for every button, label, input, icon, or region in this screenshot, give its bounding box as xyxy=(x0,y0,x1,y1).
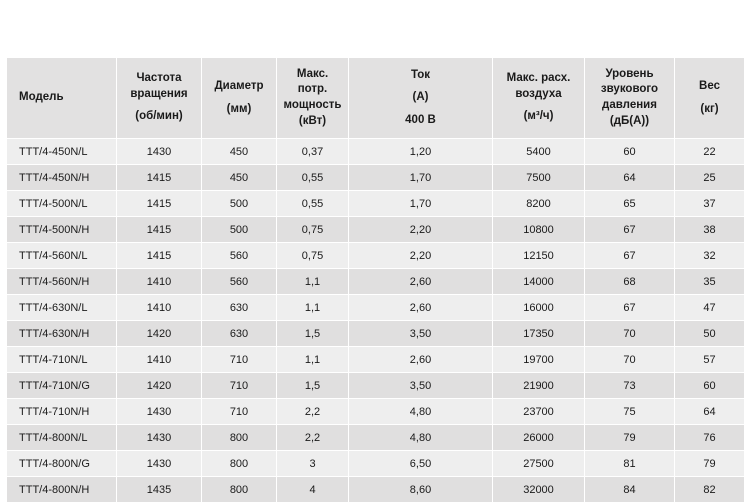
cell-max-power: 1,5 xyxy=(277,373,349,399)
cell-sound-pressure: 79 xyxy=(585,425,675,451)
cell-current: 2,20 xyxy=(349,243,493,269)
cell-model: TTT/4-630N/L xyxy=(7,295,117,321)
cell-model: TTT/4-500N/H xyxy=(7,217,117,243)
cell-diameter: 710 xyxy=(202,347,277,373)
header-line-2: (А) xyxy=(412,91,429,104)
cell-diameter: 800 xyxy=(202,477,277,503)
header-unit: (об/мин) xyxy=(135,110,183,123)
cell-max-power: 3 xyxy=(277,451,349,477)
cell-current: 2,60 xyxy=(349,295,493,321)
table-row xyxy=(7,191,745,217)
cell-max-power: 2,2 xyxy=(277,425,349,451)
cell-max-power: 0,75 xyxy=(277,243,349,269)
cell-model: TTT/4-560N/H xyxy=(7,269,117,295)
cell-weight: 37 xyxy=(675,191,745,217)
cell-rotation-speed: 1430 xyxy=(117,399,202,425)
cell-model: TTT/4-450N/L xyxy=(7,139,117,165)
cell-diameter: 560 xyxy=(202,269,277,295)
table-row xyxy=(7,373,745,399)
cell-rotation-speed: 1410 xyxy=(117,347,202,373)
cell-max-airflow: 19700 xyxy=(493,347,585,373)
cell-max-airflow: 17350 xyxy=(493,321,585,347)
cell-rotation-speed: 1435 xyxy=(117,477,202,503)
cell-current: 1,70 xyxy=(349,165,493,191)
header-line-2: вращения xyxy=(130,87,188,100)
cell-model: TTT/4-800N/L xyxy=(7,425,117,451)
cell-rotation-speed: 1420 xyxy=(117,321,202,347)
column-header-model xyxy=(7,58,117,139)
header-line-1: Вес xyxy=(699,79,720,92)
header-unit: 400 В xyxy=(405,113,436,126)
cell-sound-pressure: 67 xyxy=(585,295,675,321)
table-header-row xyxy=(7,58,745,139)
cell-rotation-speed: 1415 xyxy=(117,243,202,269)
cell-weight: 79 xyxy=(675,451,745,477)
cell-diameter: 450 xyxy=(202,165,277,191)
cell-diameter: 500 xyxy=(202,191,277,217)
cell-max-power: 1,1 xyxy=(277,347,349,373)
cell-weight: 38 xyxy=(675,217,745,243)
cell-weight: 25 xyxy=(675,165,745,191)
cell-weight: 47 xyxy=(675,295,745,321)
table-row xyxy=(7,477,745,503)
cell-max-power: 0,75 xyxy=(277,217,349,243)
column-header-weight xyxy=(675,58,745,139)
cell-max-power: 4 xyxy=(277,477,349,503)
cell-model: TTT/4-800N/H xyxy=(7,477,117,503)
cell-max-airflow: 27500 xyxy=(493,451,585,477)
cell-max-airflow: 8200 xyxy=(493,191,585,217)
cell-rotation-speed: 1410 xyxy=(117,269,202,295)
cell-current: 4,80 xyxy=(349,399,493,425)
column-header-max-airflow xyxy=(493,58,585,139)
column-header-diameter xyxy=(202,58,277,139)
table-row xyxy=(7,295,745,321)
cell-weight: 76 xyxy=(675,425,745,451)
cell-rotation-speed: 1415 xyxy=(117,191,202,217)
cell-max-power: 0,37 xyxy=(277,139,349,165)
cell-diameter: 800 xyxy=(202,425,277,451)
header-spacer xyxy=(205,95,273,102)
cell-current: 8,60 xyxy=(349,477,493,503)
column-header-current xyxy=(349,58,493,139)
header-line-1: Уровень xyxy=(605,67,654,80)
column-header-rotation-speed xyxy=(117,58,202,139)
table-row xyxy=(7,269,745,295)
cell-weight: 35 xyxy=(675,269,745,295)
cell-sound-pressure: 65 xyxy=(585,191,675,217)
header-line-2: потр. мощность xyxy=(283,83,342,111)
cell-model: TTT/4-800N/G xyxy=(7,451,117,477)
cell-rotation-speed: 1415 xyxy=(117,165,202,191)
header-spacer xyxy=(352,106,489,113)
header-unit: (кг) xyxy=(700,102,719,115)
cell-model: TTT/4-560N/L xyxy=(7,243,117,269)
cell-max-power: 0,55 xyxy=(277,165,349,191)
cell-diameter: 800 xyxy=(202,451,277,477)
cell-sound-pressure: 70 xyxy=(585,321,675,347)
column-header-sound-pressure xyxy=(585,58,675,139)
cell-diameter: 710 xyxy=(202,373,277,399)
cell-current: 6,50 xyxy=(349,451,493,477)
cell-current: 2,60 xyxy=(349,347,493,373)
cell-max-airflow: 10800 xyxy=(493,217,585,243)
table-body xyxy=(7,139,745,503)
header-unit: (кВт) xyxy=(298,114,327,127)
header-line-1: Модель xyxy=(19,91,64,104)
cell-rotation-speed: 1430 xyxy=(117,139,202,165)
header-spacer xyxy=(496,102,581,109)
cell-rotation-speed: 1420 xyxy=(117,373,202,399)
cell-current: 4,80 xyxy=(349,425,493,451)
cell-max-power: 1,1 xyxy=(277,295,349,321)
cell-max-power: 1,1 xyxy=(277,269,349,295)
header-line-1: Ток xyxy=(410,68,431,81)
cell-diameter: 710 xyxy=(202,399,277,425)
cell-current: 3,50 xyxy=(349,373,493,399)
header-spacer xyxy=(678,95,741,102)
cell-current: 1,70 xyxy=(349,191,493,217)
table-row xyxy=(7,139,745,165)
cell-max-airflow: 23700 xyxy=(493,399,585,425)
cell-current: 2,60 xyxy=(349,269,493,295)
cell-model: TTT/4-710N/H xyxy=(7,399,117,425)
table-row xyxy=(7,399,745,425)
header-spacer xyxy=(120,102,198,109)
cell-sound-pressure: 81 xyxy=(585,451,675,477)
cell-max-airflow: 14000 xyxy=(493,269,585,295)
cell-current: 3,50 xyxy=(349,321,493,347)
table-header xyxy=(7,58,745,139)
header-unit: (мм) xyxy=(226,102,252,115)
cell-max-airflow: 21900 xyxy=(493,373,585,399)
spec-table-container xyxy=(6,57,744,503)
table-row xyxy=(7,321,745,347)
header-spacer xyxy=(352,83,489,90)
cell-current: 2,20 xyxy=(349,217,493,243)
cell-weight: 64 xyxy=(675,399,745,425)
cell-rotation-speed: 1410 xyxy=(117,295,202,321)
table-row xyxy=(7,165,745,191)
specifications-table xyxy=(6,57,745,503)
cell-sound-pressure: 67 xyxy=(585,243,675,269)
cell-model: TTT/4-450N/H xyxy=(7,165,117,191)
cell-rotation-speed: 1430 xyxy=(117,451,202,477)
cell-weight: 82 xyxy=(675,477,745,503)
cell-rotation-speed: 1415 xyxy=(117,217,202,243)
header-line-1: Макс. xyxy=(296,67,329,80)
header-unit: (дБ(А)) xyxy=(609,114,650,127)
cell-max-airflow: 7500 xyxy=(493,165,585,191)
table-row xyxy=(7,451,745,477)
table-row xyxy=(7,347,745,373)
header-line-1: Частота xyxy=(136,72,182,85)
cell-max-airflow: 5400 xyxy=(493,139,585,165)
cell-max-power: 1,5 xyxy=(277,321,349,347)
table-row xyxy=(7,243,745,269)
cell-diameter: 630 xyxy=(202,321,277,347)
cell-max-airflow: 16000 xyxy=(493,295,585,321)
cell-diameter: 630 xyxy=(202,295,277,321)
cell-weight: 32 xyxy=(675,243,745,269)
header-line-1: Диаметр xyxy=(214,79,264,92)
cell-max-power: 2,2 xyxy=(277,399,349,425)
cell-sound-pressure: 73 xyxy=(585,373,675,399)
cell-model: TTT/4-630N/H xyxy=(7,321,117,347)
cell-sound-pressure: 84 xyxy=(585,477,675,503)
cell-max-airflow: 32000 xyxy=(493,477,585,503)
cell-max-airflow: 26000 xyxy=(493,425,585,451)
cell-model: TTT/4-500N/L xyxy=(7,191,117,217)
cell-sound-pressure: 60 xyxy=(585,139,675,165)
cell-weight: 60 xyxy=(675,373,745,399)
cell-max-power: 0,55 xyxy=(277,191,349,217)
header-line-2: звукового давления xyxy=(600,83,659,111)
table-row xyxy=(7,425,745,451)
cell-model: TTT/4-710N/G xyxy=(7,373,117,399)
cell-sound-pressure: 68 xyxy=(585,269,675,295)
cell-sound-pressure: 70 xyxy=(585,347,675,373)
cell-sound-pressure: 67 xyxy=(585,217,675,243)
header-line-2: воздуха xyxy=(515,87,562,100)
cell-diameter: 500 xyxy=(202,217,277,243)
cell-weight: 57 xyxy=(675,347,745,373)
cell-sound-pressure: 75 xyxy=(585,399,675,425)
table-row xyxy=(7,217,745,243)
cell-weight: 22 xyxy=(675,139,745,165)
cell-rotation-speed: 1430 xyxy=(117,425,202,451)
cell-sound-pressure: 64 xyxy=(585,165,675,191)
cell-weight: 50 xyxy=(675,321,745,347)
cell-diameter: 560 xyxy=(202,243,277,269)
cell-max-airflow: 12150 xyxy=(493,243,585,269)
header-line-1: Макс. расх. xyxy=(506,72,571,85)
column-header-max-power xyxy=(277,58,349,139)
cell-diameter: 450 xyxy=(202,139,277,165)
header-unit: (м³/ч) xyxy=(523,110,554,123)
cell-model: TTT/4-710N/L xyxy=(7,347,117,373)
cell-current: 1,20 xyxy=(349,139,493,165)
